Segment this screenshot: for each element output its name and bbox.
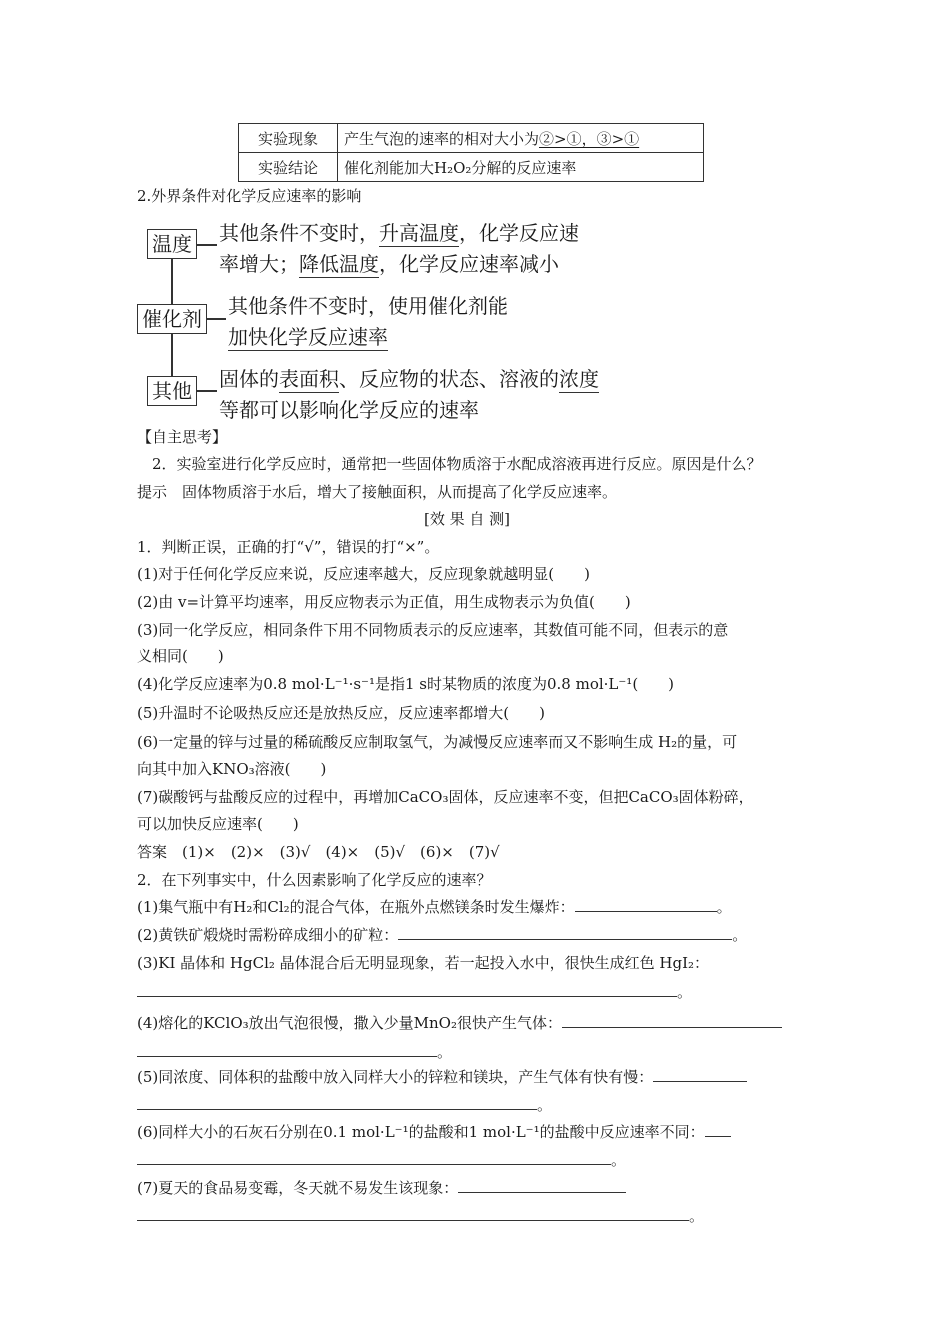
think-answer: 提示 固体物质溶于水后，增大了接触面积，从而提高了化学反应速率。 [137, 483, 618, 501]
other-line1: 固体的表面积、反应物的状态、溶液的浓度 [219, 367, 599, 391]
q1-answer: 答案 (1)× (2)× (3)√ (4)× (5)√ (6)× (7)√ [137, 843, 500, 861]
q1-item: 义相同( ) [137, 647, 224, 665]
think-title: 【自主思考】 [137, 428, 228, 446]
row-value: 产生气泡的速率的相对大小为②>①，③>① [338, 124, 704, 153]
answer-blank[interactable] [653, 1067, 747, 1082]
catalyst-line1: 其他条件不变时，使用催化剂能 [228, 294, 508, 318]
row-label: 实验结论 [239, 153, 338, 182]
table-row [239, 124, 704, 153]
q2-item: (3)KI 晶体和 HgCl₂ 晶体混合后无明显现象，若一起投入水中，很快生成红色 HgI₂： [137, 954, 710, 972]
q1-item: (6)一定量的锌与过量的稀硫酸反应制取氢气，为减慢反应速率而又不影响生成 H₂的量，可 [137, 733, 738, 751]
row-value: 催化剂能加大H₂O₂分解的反应速率 [338, 153, 704, 182]
table-row [239, 153, 704, 182]
q2-item: (2)黄铁矿煅烧时需粉碎成细小的矿粒： 。 [137, 926, 748, 944]
answer-blank[interactable] [562, 1013, 782, 1028]
q1-item: 可以加快反应速率( ) [137, 815, 299, 833]
q2-title: 2．在下列事实中，什么因素影响了化学反应的速率？ [137, 871, 492, 889]
q1-item: (2)由 v=计算平均速率，用反应物表示为正值，用生成物表示为负值( ) [137, 593, 631, 611]
catalyst-line2: 加快化学反应速率 [228, 325, 388, 349]
think-question: 2．实验室进行化学反应时，通常把一些固体物质溶于水配成溶液再进行反应。原因是什么？ [152, 455, 762, 473]
q2-item: (5)同浓度、同体积的盐酸中放入同样大小的锌粒和镁块，产生气体有快有慢： [137, 1066, 747, 1087]
effect-title: [效 果 自 测] [424, 510, 511, 528]
q1-title: 1．判断正误，正确的打“√”，错误的打“×”。 [137, 538, 440, 556]
q2-item-cont: 。 [137, 1149, 626, 1170]
answer-blank[interactable] [137, 1095, 537, 1110]
answer-blank[interactable] [137, 1042, 437, 1057]
connector [197, 390, 217, 392]
connector [197, 244, 217, 246]
q1-item: (3)同一化学反应，相同条件下用不同物质表示的反应速率，其数值可能不同，但表示的意 [137, 621, 729, 639]
temp-box: 温度 [147, 229, 197, 259]
q2-item: (7)夏天的食品易变霉，冬天就不易发生该现象： [137, 1177, 626, 1198]
answer-blank[interactable] [137, 1206, 689, 1221]
answer-blank[interactable] [137, 982, 677, 997]
answer-blank[interactable] [398, 925, 732, 940]
q1-item: (1)对于任何化学反应来说，反应速率越大，反应现象就越明显( ) [137, 565, 590, 583]
answer-blank[interactable] [705, 1122, 731, 1137]
answer-blank[interactable] [458, 1178, 626, 1193]
q1-item: (4)化学反应速率为0.8 mol·L⁻¹·s⁻¹是指1 s时某物质的浓度为0.8 mol·L⁻¹( ) [137, 675, 675, 693]
other-line2: 等都可以影响化学反应的速率 [219, 398, 479, 422]
q2-item: (4)熔化的KClO₃放出气泡很慢，撒入少量MnO₂很快产生气体： [137, 1012, 782, 1033]
experiment-table [238, 123, 704, 182]
q1-item: (5)升温时不论吸热反应还是放热反应，反应速率都增大( ) [137, 704, 545, 722]
other-box: 其他 [147, 376, 197, 406]
q2-item-cont: 。 [137, 981, 692, 1002]
catalyst-box: 催化剂 [137, 304, 207, 334]
q2-item: (6)同样大小的石灰石分别在0.1 mol·L⁻¹的盐酸和1 mol·L⁻¹的盐酸中反应速率不同： [137, 1121, 731, 1142]
answer-blank[interactable] [575, 897, 717, 912]
row-label: 实验现象 [239, 124, 338, 153]
q2-item-cont: 。 [137, 1205, 704, 1226]
q2-item: (1)集气瓶中有H₂和Cl₂的混合气体，在瓶外点燃镁条时发生爆炸： 。 [137, 898, 732, 916]
section-title: 2.外界条件对化学反应速率的影响 [137, 187, 362, 205]
q1-item: (7)碳酸钙与盐酸反应的过程中，再增加CaCO₃固体，反应速率不变，但把CaCO₃固体粉碎， [137, 788, 754, 806]
connector [206, 318, 226, 320]
temp-line1: 其他条件不变时，升高温度，化学反应速 [219, 221, 579, 245]
q2-item-cont: 。 [137, 1041, 452, 1062]
q2-item-cont: 。 [137, 1094, 552, 1115]
temp-line2: 率增大；降低温度，化学反应速率减小 [219, 252, 559, 276]
q1-item: 向其中加入KNO₃溶液( ) [137, 760, 327, 778]
answer-blank[interactable] [137, 1150, 611, 1165]
